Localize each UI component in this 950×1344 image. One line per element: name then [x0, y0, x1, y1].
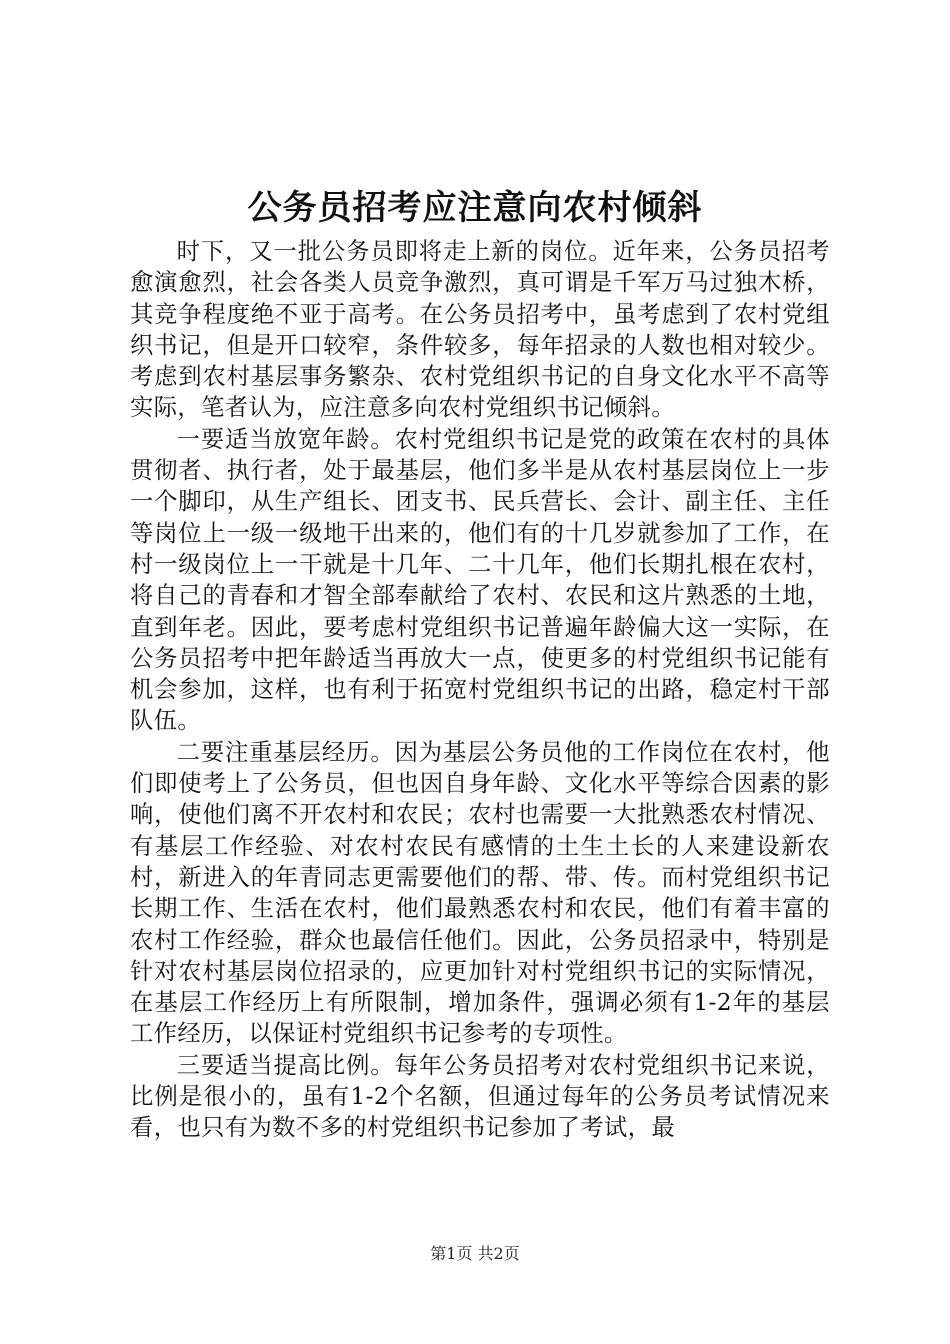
paragraph-ratio: 三要适当提高比例。每年公务员招考对农村党组织书记来说，比例是很小的，虽有1-2个名额，但通过每年的公务员考试情况来看，也只有为数不多的村党组织书记参加了考试，最	[130, 1051, 830, 1142]
document-body	[130, 236, 830, 1144]
paragraph-experience: 二要注重基层经历。因为基层公务员他的工作岗位在农村，他们即使考上了公务员，但也因自身年龄、文化水平等综合因素的影响，使他们离不开农村和农民；农村也需要一大批熟悉农村情况、有基层工作经验、对农村农民有感情的土生土长的人来建设新农村，新进入的年青同志更需要他们的帮、带、传。而村党组织书记长期工作、生活在农村，他们最熟悉农村和农民，他们有着丰富的农村工作经验，群众也最信任他们。因此，公务员招录中，特别是针对农村基层岗位招录的，应更加针对村党组织书记的实际情况，在基层工作经历上有所限制，增加条件，强调必须有1-2年的基层工作经历，以保证村党组织书记参考的专项性。	[130, 738, 830, 1048]
paragraph-age: 一要适当放宽年龄。农村党组织书记是党的政策在农村的具体贯彻者、执行者，处于最基层，他们多半是从农村基层岗位上一步一个脚印，从生产组长、团支书、民兵营长、会计、副主任、主任等岗位上一级一级地干出来的，他们有的十几岁就参加了工作，在村一级岗位上一干就是十几年、二十几年，他们长期扎根在农村，将自己的青春和才智全部奉献给了农村、农民和这片熟悉的土地，直到年老。因此，要考虑村党组织书记普遍年龄偏大这一实际，在公务员招考中把年龄适当再放大一点，使更多的村党组织书记能有机会参加，这样，也有利于拓宽村党组织书记的出路，稳定村干部队伍。	[130, 425, 830, 735]
document-title: 公务员招考应注意向农村倾斜	[247, 188, 703, 228]
paragraph-intro: 时下，又一批公务员即将走上新的岗位。近年来，公务员招考愈演愈烈，社会各类人员竞争激烈，真可谓是千军万马过独木桥，其竞争程度绝不亚于高考。在公务员招考中，虽考虑到了农村党组织书记，但是开口较窄，条件较多，每年招录的人数也相对较少。考虑到农村基层事务繁杂、农村党组织书记的自身文化水平不高等实际，笔者认为，应注意多向农村党组织书记倾斜。	[130, 238, 830, 422]
page-number-footer: 第1页 共2页	[430, 1244, 520, 1263]
